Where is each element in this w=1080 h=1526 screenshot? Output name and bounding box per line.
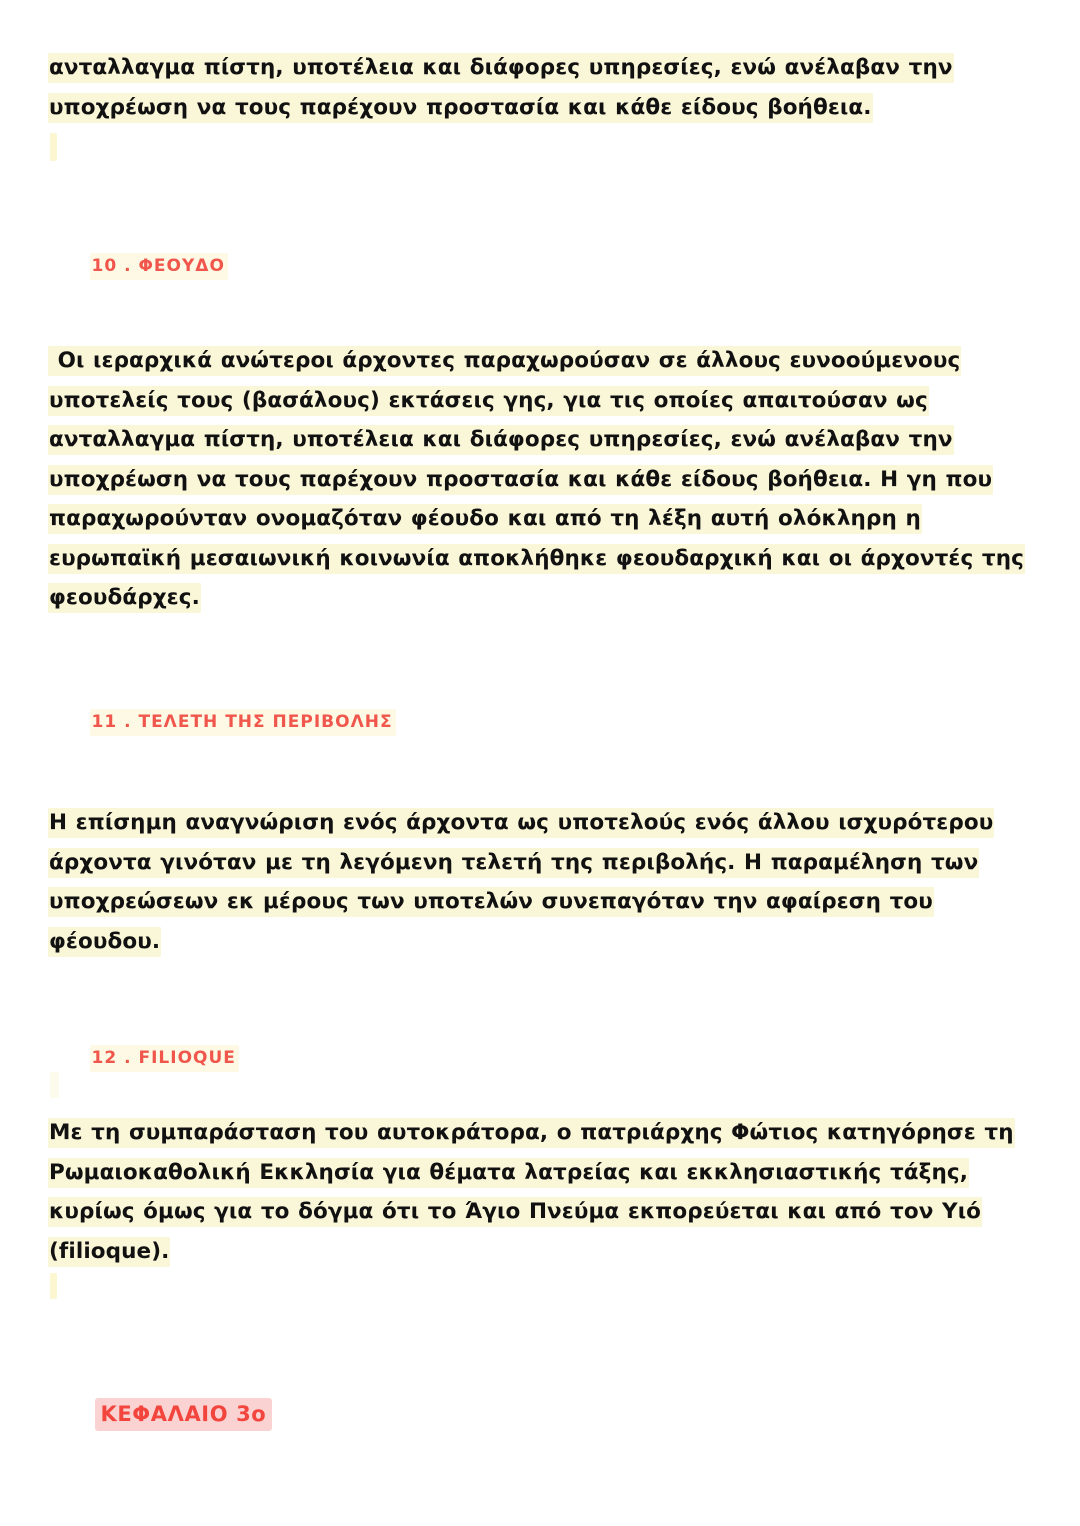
paragraph-line [48, 922, 1043, 962]
paragraph-line [48, 381, 1043, 421]
paragraph-line [48, 539, 1043, 579]
section-heading-10 [48, 236, 228, 296]
paragraph-line [48, 1232, 1043, 1272]
intro-paragraph [48, 48, 1043, 127]
paragraph-line [48, 420, 1043, 460]
paragraph-line [48, 460, 1043, 500]
chapter-label [48, 1378, 272, 1450]
paragraph-line-text: φέουδου. [48, 927, 161, 957]
highlight-fragment [50, 1273, 57, 1299]
paragraph-line [48, 48, 1043, 88]
paragraph-line-text: κυρίως όμως για το δόγμα ότι το Άγιο Πνεύμα εκπορεύεται και από τον Υιό [48, 1197, 982, 1227]
paragraph-line-text: υποτελείς τους (βασάλους) εκτάσεις γης, για τις οποίες απαιτούσαν ως [48, 386, 929, 416]
paragraph-line-text: ανταλλαγμα πίστη, υποτέλεια και διάφορες υπηρεσίες, ενώ ανέλαβαν την [48, 53, 954, 83]
paragraph-line-text: υποχρεώσεων εκ μέρους των υποτελών συνεπαγόταν την αφαίρεση του [48, 887, 934, 917]
paragraph-line-text: ανταλλαγμα πίστη, υποτέλεια και διάφορες υπηρεσίες, ενώ ανέλαβαν την [48, 425, 954, 455]
section-heading-10-text: 10 . ΦΕΟΥΔΟ [90, 253, 228, 280]
paragraph-line-text: Ρωμαιοκαθολική Εκκλησία για θέματα λατρείας και εκκλησιαστικής τάξης, [48, 1158, 969, 1188]
paragraph-line [48, 843, 1043, 883]
paragraph-line [48, 578, 1043, 618]
paragraph-line-text: φεουδάρχες. [48, 583, 201, 613]
highlight-fragment [50, 133, 57, 161]
section-heading-11 [48, 692, 396, 752]
paragraph-line [48, 803, 1043, 843]
section-heading-11-text: 11 . ΤΕΛΕΤΗ ΤΗΣ ΠΕΡΙΒΟΛΗΣ [90, 709, 396, 736]
section-heading-12 [48, 1028, 239, 1088]
section-10-paragraph [48, 341, 1043, 618]
paragraph-line-text: υποχρέωση να τους παρέχουν προστασία και κάθε είδους βοήθεια. [48, 93, 873, 123]
paragraph-line-text: Η επίσημη αναγνώριση ενός άρχοντα ως υποτελούς ενός άλλου ισχυρότερου [48, 808, 994, 838]
paragraph-line-text: παραχωρούνταν ονομαζόταν φέουδο και από τη λέξη αυτή ολόκληρη η [48, 504, 922, 534]
paragraph-line-text: Οι ιεραρχικά ανώτεροι άρχοντες παραχωρούσαν σε άλλους ευνοούμενους [48, 346, 961, 376]
section-12-paragraph [48, 1113, 1043, 1271]
highlight-fragment [50, 1072, 59, 1098]
paragraph-line-text: άρχοντα γινόταν με τη λεγόμενη τελετή της περιβολής. Η παραμέληση των [48, 848, 979, 878]
paragraph-line-text: (filioque). [48, 1237, 170, 1267]
paragraph-line [48, 1113, 1043, 1153]
paragraph-line [48, 88, 1043, 128]
chapter-label-text: ΚΕΦΑΛΑΙΟ 3ο [95, 1398, 272, 1431]
section-heading-12-text: 12 . FILIOQUE [90, 1045, 239, 1072]
paragraph-line-text: Με τη συμπαράσταση του αυτοκράτορα, ο πατριάρχης Φώτιος κατηγόρησε τη [48, 1118, 1015, 1148]
paragraph-line-text: υποχρέωση να τους παρέχουν προστασία και κάθε είδους βοήθεια. Η γη που [48, 465, 993, 495]
paragraph-line [48, 1192, 1043, 1232]
section-11-paragraph [48, 803, 1043, 961]
paragraph-line [48, 499, 1043, 539]
paragraph-line [48, 341, 1043, 381]
paragraph-line [48, 882, 1043, 922]
paragraph-line-text: ευρωπαϊκή μεσαιωνική κοινωνία αποκλήθηκε φεουδαρχική και οι άρχοντές της [48, 544, 1025, 574]
paragraph-line [48, 1153, 1043, 1193]
